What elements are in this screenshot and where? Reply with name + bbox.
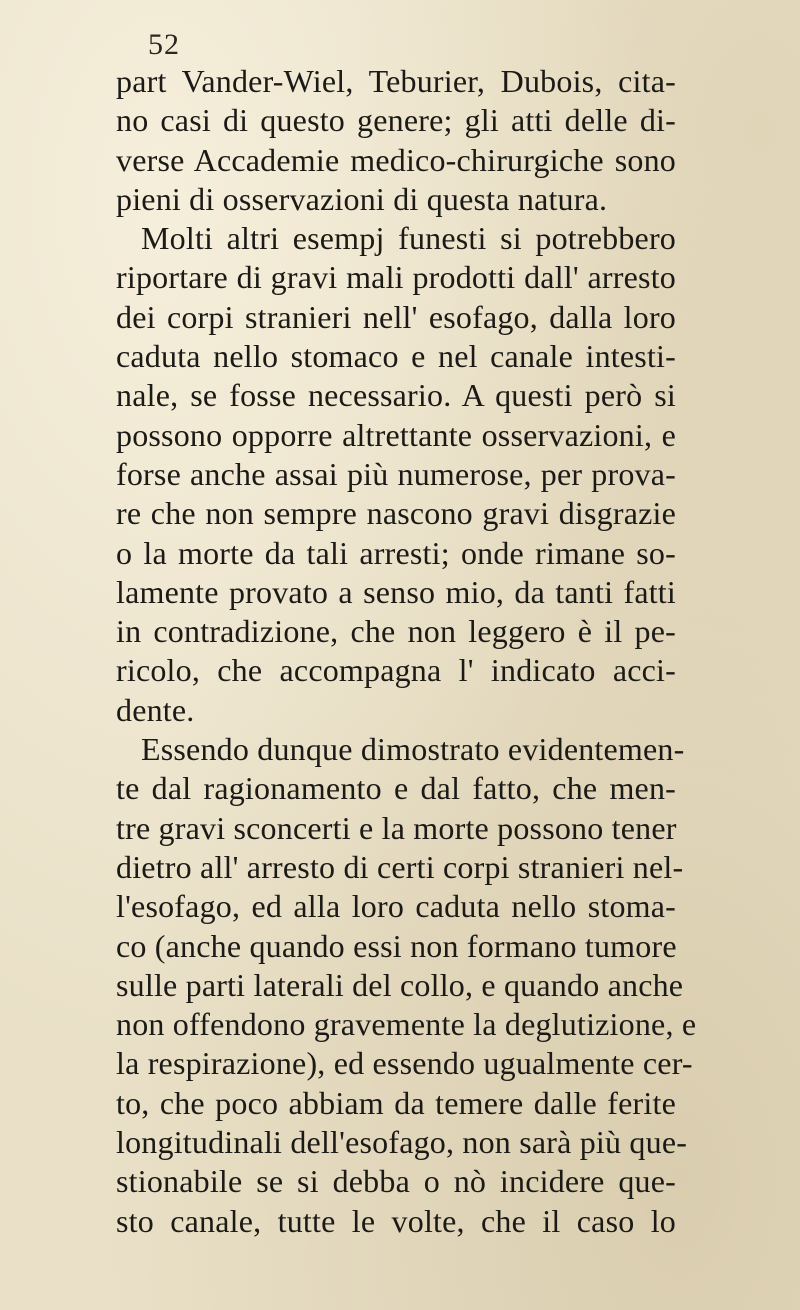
text-line: possono opporre altrettante osservazioni, e	[116, 416, 676, 453]
text-line: caduta nello stomaco e nel canale intesti-	[116, 338, 676, 375]
text-line: l'esofago, ed alla loro caduta nello stoma-	[116, 888, 676, 925]
text-line: pieni di osservazioni di questa natura.	[116, 180, 608, 217]
text-line: ricolo, che accompagna l' indicato acci-	[116, 652, 676, 689]
text-line: la respirazione), ed essendo ugualmente cer-	[116, 1045, 693, 1082]
text-line: forse anche assai più numerose, per prova-	[116, 455, 676, 492]
text-line: o la morte da tali arresti; onde rimane so-	[116, 534, 676, 571]
body-text	[116, 62, 697, 1241]
text-line: no casi di questo genere; gli atti delle di-	[116, 102, 676, 139]
text-line: lamente provato a senso mio, da tanti fatti	[116, 573, 676, 610]
text-line: te dal ragionamento e dal fatto, che men-	[116, 770, 676, 807]
text-line: dei corpi stranieri nell' esofago, dalla loro	[116, 298, 676, 335]
paragraph-start-line: Essendo dunque dimostrato evidentemen-	[141, 731, 685, 768]
text-line: to, che poco abbiam da temere dalle ferite	[116, 1084, 676, 1121]
paragraph-start-line: Molti altri esempj funesti si potrebbero	[141, 220, 676, 257]
text-line: co (anche quando essi non formano tumore	[116, 927, 677, 964]
text-line: sulle parti laterali del collo, e quando anche	[116, 966, 684, 1003]
text-line: nale, se fosse necessario. A questi però si	[116, 377, 676, 414]
text-line: tre gravi sconcerti e la morte possono tener	[116, 809, 677, 846]
text-line: verse Accademie medico-chirurgiche sono	[116, 141, 676, 178]
text-line: dente.	[116, 691, 195, 728]
text-line: stionabile se si debba o nò incidere que-	[116, 1163, 676, 1200]
text-line: non offendono gravemente la deglutizione, e	[116, 1006, 697, 1043]
text-line: part Vander-Wiel, Teburier, Dubois, cita-	[116, 63, 676, 99]
text-line: in contradizione, che non leggero è il pe-	[116, 613, 676, 650]
page-number: 52	[148, 28, 180, 61]
text-line: dietro all' arresto di certi corpi stranieri nel-	[116, 848, 684, 885]
text-line: sto canale, tutte le volte, che il caso lo	[116, 1202, 676, 1239]
text-line: longitudinali dell'esofago, non sarà più que-	[116, 1124, 688, 1161]
text-line: riportare di gravi mali prodotti dall' arresto	[116, 259, 676, 296]
text-line: re che non sempre nascono gravi disgrazie	[116, 495, 676, 532]
